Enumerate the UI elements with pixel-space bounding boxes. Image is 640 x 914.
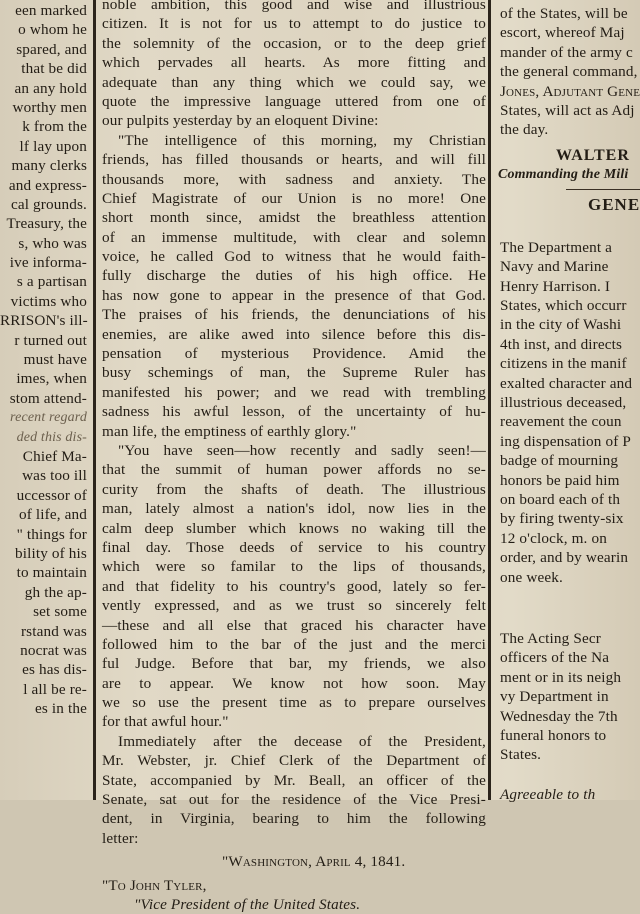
left-line: k from the [22,118,87,136]
right-line: 12 o'clock, m. on [500,529,607,547]
right-line: Navy and Marine [500,258,609,276]
body-line: we so use the present time as to prepare ourselves [102,694,486,712]
body-line: citizen. It is not for us to attempt to do justice to [102,15,486,33]
body-line: State, accompanied by Mr. Beall, an officer of the [102,771,486,789]
left-line: to maintain [16,564,87,582]
left-line: rstand was [20,622,87,640]
body-line: dent, in Virginia, bearing to him the following [102,810,486,828]
left-line: an any hold [14,79,87,97]
left-line: nocrat was [20,641,87,659]
body-line: Senate, sat out for the residence of the Vice Presi- [102,791,486,809]
body-line: of an immense multitude, with clear and solemn [102,228,486,246]
left-line: gh the ap- [24,583,87,601]
left-line: r turned out [14,331,87,349]
left-column [0,0,90,800]
body-line: our pulpits yesterday by an eloquent Divine: [102,112,379,130]
left-line: es has dis- [22,661,87,679]
right-line: the general command, [500,63,638,81]
left-line: was too ill [22,467,87,485]
body-line: curity from the shafts of death. The illustrious [102,480,486,498]
right-line: vy Department in [500,688,609,706]
left-line: lf lay upon [19,137,87,155]
body-line: which pervades all hearts. As more fitting and [102,54,486,72]
left-line: many clerks [11,157,87,175]
section-heading: GENE [588,194,640,214]
right-line: order, and by wearin [500,549,629,567]
body-line: "The intelligence of this morning, my Christian [118,131,486,149]
body-line: final day. Those deeds of service to his country [102,538,486,556]
left-line: l all be re- [23,680,87,698]
letter-dateline: "Washington, April 4, 1841. [222,853,406,871]
right-line: States. [500,746,542,764]
body-line: quote the impressive language uttered from one of [102,92,486,110]
left-line: victims who [10,292,87,310]
body-line: fully discharge the duties of his high office. He [102,267,486,285]
body-line: manifested his power; and we read with trembling [102,383,486,401]
right-line: badge of mourning [500,452,619,470]
body-line: adequate than any thing which we could say, we [102,73,486,91]
right-line: one week. [500,568,563,586]
body-line: ful Judge. Before that bar, my friends, we also [102,655,486,673]
left-line: een marked [15,2,87,19]
body-line: friends, has filled thousands or hearts, and will fill [102,151,486,169]
left-line: ive informa- [9,254,87,272]
left-line: bility of his [15,544,87,562]
body-line: thousands more, with sadness and anxiety. The [102,170,486,188]
body-line: Chief Magistrate of our Union is no more! One [102,189,486,207]
left-line: ded this dis- [16,429,87,445]
left-line: and express- [8,176,87,194]
left-line: must have [23,351,87,369]
right-line: States, which occurr [500,297,627,315]
left-line: o whom he [18,21,87,39]
left-line: of life, and [18,506,87,524]
middle-column [102,0,486,913]
left-line: Treasury, the [6,215,87,233]
left-line: stom attend- [9,389,87,407]
right-line: reavement the coun [500,413,622,431]
right-line: States, will act as Adj [500,101,635,119]
body-line: —these and all else that graced his character have [102,616,486,634]
body-line: "You have seen—how recently and sadly seen!— [118,441,486,459]
body-line: pensation of mysterious Providence. Amid the [102,345,486,363]
body-line: the solemnity of the occasion, or to the deep grief [102,34,486,52]
right-line: 4th inst, and directs [500,335,623,353]
body-line: vently expressed, and as we trust so sincerely felt [102,597,486,615]
section-divider [566,189,640,190]
left-line: imes, when [16,370,87,388]
body-line: voice, he called God to witness that he would faith- [102,248,486,266]
right-line: the day. [500,121,549,139]
right-line: ment or in its neigh [500,668,622,686]
right-line: on board each of th [500,490,621,508]
body-line: Immediately after the decease of the President, [118,732,486,750]
left-line: that be did [21,60,87,78]
right-line: exalted character and [500,374,633,392]
left-line: es in the [35,700,87,718]
right-column [496,0,640,803]
right-line: Jones, Adjutant Gene [500,82,640,100]
right-line: mander of the army c [500,43,633,61]
left-line: " things for [16,525,87,543]
left-line: RRISON's ill- [0,312,88,330]
left-line: s, who was [18,234,87,252]
letter-recipient-title: "Vice President of the United States. [134,895,361,913]
left-line: s a partisan [16,273,87,291]
body-line: for that awful hour." [102,713,229,731]
body-line: Mr. Webster, jr. Chief Clerk of the Department of [102,752,486,770]
body-line: and that fidelity to his country's good, lately so fer- [102,577,486,595]
body-line: busy schemings of man, the Supreme Ruler has [102,364,486,382]
letter-salutation: "To John Tyler, [102,876,207,894]
left-line: set some [33,603,87,621]
body-line: which were so familar to the lips of thousands, [102,558,486,576]
right-line: by firing twenty-six [500,510,624,528]
left-line: spared, and [16,40,87,58]
body-line: man life, the emptiness of earthly glory." [102,422,357,440]
left-line: Chief Ma- [22,447,87,465]
right-line: funeral honors to [500,726,607,744]
body-line: that the summit of human power affords no se- [102,461,486,479]
body-line: enemies, are alike awed into silence before this dis- [102,325,486,343]
right-line: in the city of Washi [500,316,622,334]
right-line: officers of the Na [500,649,610,667]
body-line: noble ambition, this good and wise and illustrious [102,0,486,13]
body-line: followed him to the bar of the just and the merci [102,635,486,653]
left-line: worthy men [12,98,87,116]
right-line: of the States, will be [500,5,628,22]
left-line: cal grounds. [10,195,87,213]
body-line: letter: [102,829,139,847]
right-line: Henry Harrison. I [500,277,611,295]
right-line: citizens in the manif [500,355,627,373]
signature-name: WALTER [556,146,630,164]
left-line: recent regard [10,410,87,426]
right-line: escort, whereof Maj [500,24,625,42]
right-line: ing dispensation of P [500,432,631,450]
right-line: honors be paid him [500,471,620,489]
right-line: The Acting Secr [500,629,601,647]
body-line: The praises of his friends, the denunciations of his [102,306,486,324]
column-rule [488,0,491,800]
right-line: illustrious deceased, [500,394,627,412]
left-line: uccessor of [16,486,87,504]
right-line: The Department a [500,238,613,256]
body-line: calm deep slumber which knows no waking till the [102,519,486,537]
body-line: sadness his awful lesson, of the uncertainty of hu- [102,403,486,421]
body-line: are to appear. We know not how soon. May [102,674,486,692]
right-line: Agreeable to th [500,785,596,803]
body-line: has now gone to appear in the presence of that God. [102,286,486,304]
body-line: man, lately almost a nation's idol, now lies in the [102,500,486,518]
column-rule [93,0,96,800]
right-line: Wednesday the 7th [500,707,618,725]
body-line: short month since, amidst the breathless attention [102,209,486,227]
signature-title: Commanding the Mili [498,167,629,183]
